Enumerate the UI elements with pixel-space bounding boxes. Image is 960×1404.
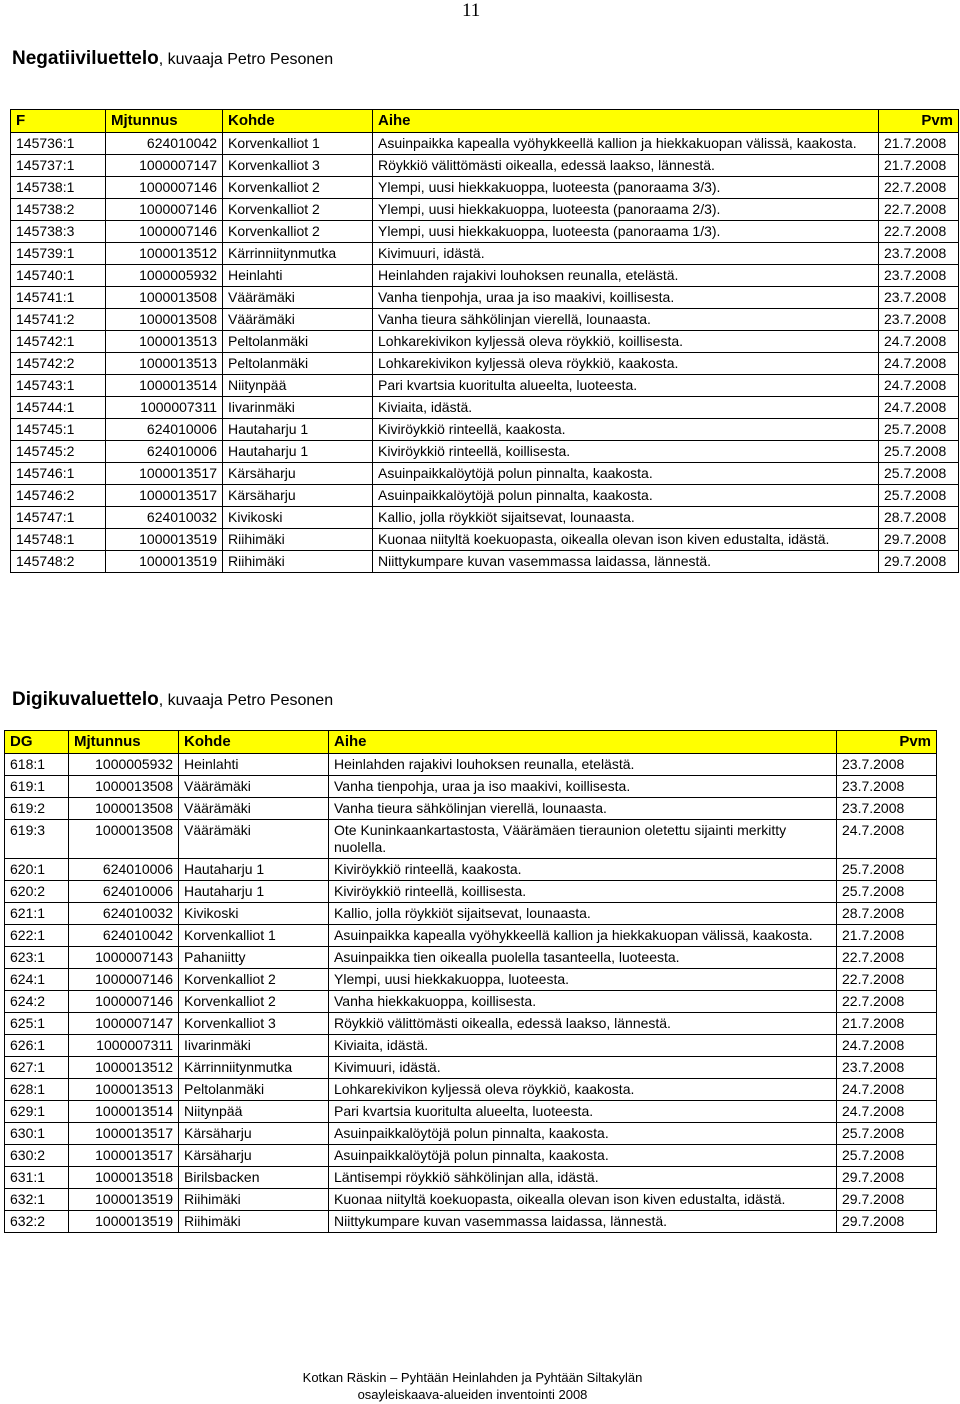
header-kohde: Kohde bbox=[223, 110, 373, 133]
header-aihe: Aihe bbox=[329, 731, 837, 754]
cell-id: 145736:1 bbox=[11, 133, 106, 155]
cell-aihe: Kuonaa niityltä koekuopasta, oikealla olevan ison kiven edustalta, idästä. bbox=[373, 529, 879, 551]
cell-kohde: Kärsäharju bbox=[179, 1145, 329, 1167]
cell-aihe: Kiviröykkiö rinteellä, kaakosta. bbox=[373, 419, 879, 441]
cell-mjtunnus: 1000007147 bbox=[69, 1013, 179, 1035]
cell-mjtunnus: 1000013514 bbox=[69, 1101, 179, 1123]
cell-kohde: Niitynpää bbox=[223, 375, 373, 397]
cell-aihe: Vanha tienpohja, uraa ja iso maakivi, koillisesta. bbox=[373, 287, 879, 309]
cell-aihe: Kivimuuri, idästä. bbox=[373, 243, 879, 265]
cell-pvm: 29.7.2008 bbox=[879, 529, 959, 551]
cell-id: 145742:2 bbox=[11, 353, 106, 375]
table-row bbox=[5, 1079, 937, 1101]
cell-kohde: Iivarinmäki bbox=[223, 397, 373, 419]
cell-pvm: 23.7.2008 bbox=[837, 754, 937, 776]
cell-mjtunnus: 624010006 bbox=[106, 441, 223, 463]
cell-aihe: Kiviröykkiö rinteellä, koillisesta. bbox=[373, 441, 879, 463]
cell-aihe: Asuinpaikkalöytöjä polun pinnalta, kaakosta. bbox=[373, 463, 879, 485]
cell-aihe: Röykkiö välittömästi oikealla, edessä laakso, lännestä. bbox=[329, 1013, 837, 1035]
cell-mjtunnus: 1000013517 bbox=[69, 1145, 179, 1167]
cell-aihe: Vanha tieura sähkölinjan vierellä, lounaasta. bbox=[329, 798, 837, 820]
cell-id: 145745:2 bbox=[11, 441, 106, 463]
cell-kohde: Korvenkalliot 1 bbox=[223, 133, 373, 155]
cell-id: 622:1 bbox=[5, 925, 69, 947]
cell-pvm: 25.7.2008 bbox=[879, 441, 959, 463]
table-row bbox=[5, 1013, 937, 1035]
cell-kohde: Hautaharju 1 bbox=[223, 419, 373, 441]
cell-pvm: 29.7.2008 bbox=[837, 1167, 937, 1189]
cell-pvm: 25.7.2008 bbox=[879, 419, 959, 441]
table-row bbox=[11, 353, 959, 375]
digital-title-rest: , kuvaaja Petro Pesonen bbox=[158, 692, 334, 709]
cell-mjtunnus: 1000013508 bbox=[106, 309, 223, 331]
table-row bbox=[11, 331, 959, 353]
cell-kohde: Pahaniitty bbox=[179, 947, 329, 969]
cell-mjtunnus: 1000013519 bbox=[106, 551, 223, 573]
digital-header-row bbox=[5, 731, 937, 754]
cell-pvm: 23.7.2008 bbox=[879, 287, 959, 309]
cell-aihe: Asuinpaikka kapealla vyöhykkeellä kallion ja hiekkakuopan välissä, kaakosta. bbox=[373, 133, 879, 155]
cell-mjtunnus: 1000013517 bbox=[69, 1123, 179, 1145]
cell-aihe: Kiviaita, idästä. bbox=[373, 397, 879, 419]
negatives-title-rest: , kuvaaja Petro Pesonen bbox=[158, 51, 334, 68]
cell-pvm: 23.7.2008 bbox=[879, 265, 959, 287]
negatives-section-title bbox=[12, 48, 333, 70]
table-row bbox=[5, 903, 937, 925]
cell-mjtunnus: 1000007146 bbox=[106, 177, 223, 199]
cell-kohde: Peltolanmäki bbox=[223, 331, 373, 353]
table-row bbox=[11, 375, 959, 397]
cell-pvm: 21.7.2008 bbox=[879, 133, 959, 155]
cell-pvm: 22.7.2008 bbox=[837, 969, 937, 991]
table-row bbox=[11, 243, 959, 265]
cell-id: 145741:2 bbox=[11, 309, 106, 331]
cell-mjtunnus: 1000013513 bbox=[69, 1079, 179, 1101]
cell-pvm: 24.7.2008 bbox=[837, 820, 937, 859]
page-number: 11 bbox=[462, 0, 481, 21]
cell-mjtunnus: 624010032 bbox=[69, 903, 179, 925]
cell-pvm: 23.7.2008 bbox=[879, 243, 959, 265]
cell-mjtunnus: 1000013508 bbox=[69, 820, 179, 859]
table-row bbox=[11, 529, 959, 551]
table-row bbox=[11, 419, 959, 441]
header-pvm: Pvm bbox=[837, 731, 937, 754]
header-pvm: Pvm bbox=[879, 110, 959, 133]
cell-mjtunnus: 1000007147 bbox=[106, 155, 223, 177]
cell-kohde: Väärämäki bbox=[223, 287, 373, 309]
cell-kohde: Korvenkalliot 3 bbox=[223, 155, 373, 177]
cell-mjtunnus: 1000007143 bbox=[69, 947, 179, 969]
cell-aihe: Vanha tienpohja, uraa ja iso maakivi, koillisesta. bbox=[329, 776, 837, 798]
cell-id: 623:1 bbox=[5, 947, 69, 969]
cell-kohde: Väärämäki bbox=[179, 798, 329, 820]
table-row bbox=[5, 991, 937, 1013]
table-row bbox=[5, 1101, 937, 1123]
table-row bbox=[5, 1189, 937, 1211]
table-row bbox=[11, 133, 959, 155]
cell-id: 619:3 bbox=[5, 820, 69, 859]
cell-kohde: Riihimäki bbox=[179, 1211, 329, 1233]
cell-aihe: Kivimuuri, idästä. bbox=[329, 1057, 837, 1079]
cell-id: 618:1 bbox=[5, 754, 69, 776]
table-row bbox=[5, 820, 937, 859]
cell-kohde: Väärämäki bbox=[179, 776, 329, 798]
cell-pvm: 22.7.2008 bbox=[879, 221, 959, 243]
cell-pvm: 23.7.2008 bbox=[879, 309, 959, 331]
cell-mjtunnus: 1000013514 bbox=[106, 375, 223, 397]
cell-aihe: Asuinpaikkalöytöjä polun pinnalta, kaakosta. bbox=[329, 1123, 837, 1145]
cell-aihe: Kallio, jolla röykkiöt sijaitsevat, lounaasta. bbox=[373, 507, 879, 529]
cell-pvm: 21.7.2008 bbox=[837, 1013, 937, 1035]
footer-line-2: osayleiskaava-alueiden inventointi 2008 bbox=[357, 1387, 588, 1402]
table-row bbox=[11, 463, 959, 485]
table-row bbox=[5, 969, 937, 991]
cell-pvm: 25.7.2008 bbox=[879, 463, 959, 485]
cell-pvm: 24.7.2008 bbox=[879, 331, 959, 353]
table-row bbox=[11, 309, 959, 331]
cell-pvm: 23.7.2008 bbox=[837, 1057, 937, 1079]
cell-mjtunnus: 1000007146 bbox=[106, 199, 223, 221]
digital-table bbox=[4, 730, 937, 1233]
cell-mjtunnus: 1000013519 bbox=[69, 1189, 179, 1211]
cell-aihe: Niittykumpare kuvan vasemmassa laidassa, lännestä. bbox=[329, 1211, 837, 1233]
cell-kohde: Heinlahti bbox=[223, 265, 373, 287]
cell-kohde: Hautaharju 1 bbox=[223, 441, 373, 463]
cell-pvm: 29.7.2008 bbox=[837, 1211, 937, 1233]
cell-pvm: 28.7.2008 bbox=[879, 507, 959, 529]
cell-aihe: Lohkarekivikon kyljessä oleva röykkiö, kaakosta. bbox=[373, 353, 879, 375]
cell-pvm: 25.7.2008 bbox=[837, 1145, 937, 1167]
cell-mjtunnus: 1000013519 bbox=[69, 1211, 179, 1233]
cell-kohde: Kärsäharju bbox=[223, 485, 373, 507]
header-f: F bbox=[11, 110, 106, 133]
cell-pvm: 24.7.2008 bbox=[879, 397, 959, 419]
cell-pvm: 24.7.2008 bbox=[837, 1101, 937, 1123]
table-row bbox=[5, 1123, 937, 1145]
negatives-header-row bbox=[11, 110, 959, 133]
cell-aihe: Vanha tieura sähkölinjan vierellä, lounaasta. bbox=[373, 309, 879, 331]
cell-id: 624:1 bbox=[5, 969, 69, 991]
cell-id: 145747:1 bbox=[11, 507, 106, 529]
cell-pvm: 22.7.2008 bbox=[879, 177, 959, 199]
cell-aihe: Asuinpaikka kapealla vyöhykkeellä kallion ja hiekkakuopan välissä, kaakosta. bbox=[329, 925, 837, 947]
table-row bbox=[5, 798, 937, 820]
cell-kohde: Peltolanmäki bbox=[179, 1079, 329, 1101]
header-aihe: Aihe bbox=[373, 110, 879, 133]
table-row bbox=[11, 397, 959, 419]
cell-id: 626:1 bbox=[5, 1035, 69, 1057]
cell-kohde: Korvenkalliot 3 bbox=[179, 1013, 329, 1035]
cell-mjtunnus: 624010006 bbox=[106, 419, 223, 441]
cell-kohde: Kivikoski bbox=[179, 903, 329, 925]
cell-id: 632:2 bbox=[5, 1211, 69, 1233]
cell-mjtunnus: 1000013508 bbox=[69, 798, 179, 820]
cell-id: 145748:1 bbox=[11, 529, 106, 551]
cell-id: 145739:1 bbox=[11, 243, 106, 265]
cell-aihe: Ylempi, uusi hiekkakuoppa, luoteesta (panoraama 2/3). bbox=[373, 199, 879, 221]
cell-mjtunnus: 1000007311 bbox=[69, 1035, 179, 1057]
table-row bbox=[5, 1167, 937, 1189]
cell-id: 145738:1 bbox=[11, 177, 106, 199]
cell-mjtunnus: 624010042 bbox=[106, 133, 223, 155]
cell-pvm: 22.7.2008 bbox=[837, 947, 937, 969]
cell-id: 145738:3 bbox=[11, 221, 106, 243]
cell-id: 145744:1 bbox=[11, 397, 106, 419]
cell-mjtunnus: 1000013518 bbox=[69, 1167, 179, 1189]
table-row bbox=[5, 925, 937, 947]
cell-pvm: 23.7.2008 bbox=[837, 776, 937, 798]
cell-kohde: Korvenkalliot 2 bbox=[179, 991, 329, 1013]
cell-kohde: Birilsbacken bbox=[179, 1167, 329, 1189]
cell-mjtunnus: 1000013512 bbox=[69, 1057, 179, 1079]
cell-pvm: 22.7.2008 bbox=[837, 991, 937, 1013]
table-row bbox=[5, 754, 937, 776]
cell-mjtunnus: 624010032 bbox=[106, 507, 223, 529]
cell-aihe: Asuinpaikkalöytöjä polun pinnalta, kaakosta. bbox=[329, 1145, 837, 1167]
cell-kohde: Niitynpää bbox=[179, 1101, 329, 1123]
cell-kohde: Väärämäki bbox=[179, 820, 329, 859]
cell-id: 145745:1 bbox=[11, 419, 106, 441]
cell-mjtunnus: 1000007146 bbox=[106, 221, 223, 243]
cell-aihe: Läntisempi röykkiö sähkölinjan alla, idästä. bbox=[329, 1167, 837, 1189]
cell-id: 619:1 bbox=[5, 776, 69, 798]
table-row bbox=[11, 199, 959, 221]
cell-kohde: Riihimäki bbox=[223, 551, 373, 573]
cell-kohde: Kärsäharju bbox=[179, 1123, 329, 1145]
cell-pvm: 25.7.2008 bbox=[879, 485, 959, 507]
cell-aihe: Lohkarekivikon kyljessä oleva röykkiö, koillisesta. bbox=[373, 331, 879, 353]
cell-id: 145748:2 bbox=[11, 551, 106, 573]
footer-line-1: Kotkan Räskin – Pyhtään Heinlahden ja Pyhtään Siltakylän bbox=[302, 1370, 643, 1385]
cell-mjtunnus: 1000013519 bbox=[106, 529, 223, 551]
cell-mjtunnus: 1000013513 bbox=[106, 331, 223, 353]
cell-kohde: Heinlahti bbox=[179, 754, 329, 776]
cell-mjtunnus: 1000013517 bbox=[106, 463, 223, 485]
cell-kohde: Korvenkalliot 2 bbox=[179, 969, 329, 991]
cell-id: 628:1 bbox=[5, 1079, 69, 1101]
cell-id: 627:1 bbox=[5, 1057, 69, 1079]
cell-id: 145741:1 bbox=[11, 287, 106, 309]
cell-mjtunnus: 1000013517 bbox=[106, 485, 223, 507]
cell-aihe: Kuonaa niityltä koekuopasta, oikealla olevan ison kiven edustalta, idästä. bbox=[329, 1189, 837, 1211]
cell-kohde: Väärämäki bbox=[223, 309, 373, 331]
cell-kohde: Peltolanmäki bbox=[223, 353, 373, 375]
cell-mjtunnus: 1000007146 bbox=[69, 991, 179, 1013]
cell-pvm: 24.7.2008 bbox=[837, 1079, 937, 1101]
cell-id: 632:1 bbox=[5, 1189, 69, 1211]
cell-aihe: Kiviröykkiö rinteellä, koillisesta. bbox=[329, 881, 837, 903]
cell-mjtunnus: 624010042 bbox=[69, 925, 179, 947]
cell-aihe: Kiviröykkiö rinteellä, kaakosta. bbox=[329, 859, 837, 881]
cell-pvm: 21.7.2008 bbox=[837, 925, 937, 947]
table-row bbox=[11, 221, 959, 243]
cell-id: 630:1 bbox=[5, 1123, 69, 1145]
cell-pvm: 29.7.2008 bbox=[837, 1189, 937, 1211]
cell-id: 620:1 bbox=[5, 859, 69, 881]
cell-aihe: Pari kvartsia kuoritulta alueelta, luoteesta. bbox=[329, 1101, 837, 1123]
cell-id: 145743:1 bbox=[11, 375, 106, 397]
cell-id: 145740:1 bbox=[11, 265, 106, 287]
cell-kohde: Riihimäki bbox=[223, 529, 373, 551]
cell-pvm: 21.7.2008 bbox=[879, 155, 959, 177]
cell-kohde: Kivikoski bbox=[223, 507, 373, 529]
cell-id: 145746:2 bbox=[11, 485, 106, 507]
table-row bbox=[11, 485, 959, 507]
cell-pvm: 25.7.2008 bbox=[837, 859, 937, 881]
cell-mjtunnus: 1000007146 bbox=[69, 969, 179, 991]
negatives-title-bold: Negatiiviluettelo bbox=[12, 48, 159, 69]
cell-aihe: Ylempi, uusi hiekkakuoppa, luoteesta. bbox=[329, 969, 837, 991]
cell-aihe: Ylempi, uusi hiekkakuoppa, luoteesta (panoraama 1/3). bbox=[373, 221, 879, 243]
cell-kohde: Korvenkalliot 2 bbox=[223, 177, 373, 199]
table-row bbox=[5, 947, 937, 969]
digital-title-bold: Digikuvaluettelo bbox=[12, 689, 159, 710]
cell-kohde: Korvenkalliot 1 bbox=[179, 925, 329, 947]
cell-pvm: 24.7.2008 bbox=[879, 353, 959, 375]
cell-kohde: Kärrinniitynmutka bbox=[179, 1057, 329, 1079]
table-row bbox=[5, 776, 937, 798]
cell-aihe: Asuinpaikkalöytöjä polun pinnalta, kaakosta. bbox=[373, 485, 879, 507]
table-row bbox=[5, 1145, 937, 1167]
cell-pvm: 22.7.2008 bbox=[879, 199, 959, 221]
cell-aihe: Vanha hiekkakuoppa, koillisesta. bbox=[329, 991, 837, 1013]
digital-section-title bbox=[12, 689, 333, 711]
table-row bbox=[11, 441, 959, 463]
cell-kohde: Korvenkalliot 2 bbox=[223, 221, 373, 243]
cell-id: 624:2 bbox=[5, 991, 69, 1013]
header-dg: DG bbox=[5, 731, 69, 754]
cell-id: 145738:2 bbox=[11, 199, 106, 221]
cell-aihe: Kiviaita, idästä. bbox=[329, 1035, 837, 1057]
cell-id: 619:2 bbox=[5, 798, 69, 820]
cell-aihe: Ote Kuninkaankartastosta, Väärämäen tieraunion oletettu sijainti merkitty nuolella. bbox=[329, 820, 837, 859]
cell-kohde: Korvenkalliot 2 bbox=[223, 199, 373, 221]
cell-id: 631:1 bbox=[5, 1167, 69, 1189]
cell-id: 630:2 bbox=[5, 1145, 69, 1167]
header-mjtunnus: Mjtunnus bbox=[106, 110, 223, 133]
table-row bbox=[5, 859, 937, 881]
table-row bbox=[11, 177, 959, 199]
cell-mjtunnus: 1000013512 bbox=[106, 243, 223, 265]
cell-kohde: Hautaharju 1 bbox=[179, 859, 329, 881]
table-row bbox=[5, 1211, 937, 1233]
cell-aihe: Niittykumpare kuvan vasemmassa laidassa, lännestä. bbox=[373, 551, 879, 573]
cell-mjtunnus: 1000005932 bbox=[106, 265, 223, 287]
cell-mjtunnus: 1000013508 bbox=[69, 776, 179, 798]
cell-pvm: 25.7.2008 bbox=[837, 881, 937, 903]
cell-aihe: Asuinpaikka tien oikealla puolella tasanteella, luoteesta. bbox=[329, 947, 837, 969]
negatives-table bbox=[10, 109, 959, 573]
cell-pvm: 29.7.2008 bbox=[879, 551, 959, 573]
header-mjtunnus: Mjtunnus bbox=[69, 731, 179, 754]
cell-mjtunnus: 624010006 bbox=[69, 859, 179, 881]
cell-kohde: Hautaharju 1 bbox=[179, 881, 329, 903]
cell-aihe: Röykkiö välittömästi oikealla, edessä laakso, lännestä. bbox=[373, 155, 879, 177]
table-row bbox=[11, 551, 959, 573]
cell-id: 625:1 bbox=[5, 1013, 69, 1035]
table-row bbox=[11, 265, 959, 287]
cell-mjtunnus: 1000013513 bbox=[106, 353, 223, 375]
cell-aihe: Lohkarekivikon kyljessä oleva röykkiö, kaakosta. bbox=[329, 1079, 837, 1101]
cell-aihe: Ylempi, uusi hiekkakuoppa, luoteesta (panoraama 3/3). bbox=[373, 177, 879, 199]
table-row bbox=[5, 881, 937, 903]
cell-pvm: 24.7.2008 bbox=[879, 375, 959, 397]
cell-kohde: Riihimäki bbox=[179, 1189, 329, 1211]
cell-kohde: Kärsäharju bbox=[223, 463, 373, 485]
table-row bbox=[5, 1057, 937, 1079]
cell-id: 145746:1 bbox=[11, 463, 106, 485]
cell-id: 629:1 bbox=[5, 1101, 69, 1123]
cell-pvm: 25.7.2008 bbox=[837, 1123, 937, 1145]
cell-mjtunnus: 1000005932 bbox=[69, 754, 179, 776]
table-row bbox=[11, 507, 959, 529]
cell-id: 145737:1 bbox=[11, 155, 106, 177]
cell-id: 621:1 bbox=[5, 903, 69, 925]
cell-pvm: 28.7.2008 bbox=[837, 903, 937, 925]
cell-aihe: Kallio, jolla röykkiöt sijaitsevat, lounaasta. bbox=[329, 903, 837, 925]
footer bbox=[0, 1369, 945, 1403]
cell-aihe: Heinlahden rajakivi louhoksen reunalla, etelästä. bbox=[373, 265, 879, 287]
cell-id: 145742:1 bbox=[11, 331, 106, 353]
cell-pvm: 24.7.2008 bbox=[837, 1035, 937, 1057]
cell-kohde: Iivarinmäki bbox=[179, 1035, 329, 1057]
cell-aihe: Heinlahden rajakivi louhoksen reunalla, etelästä. bbox=[329, 754, 837, 776]
cell-pvm: 23.7.2008 bbox=[837, 798, 937, 820]
table-row bbox=[11, 155, 959, 177]
cell-kohde: Kärrinniitynmutka bbox=[223, 243, 373, 265]
cell-mjtunnus: 1000013508 bbox=[106, 287, 223, 309]
cell-aihe: Pari kvartsia kuoritulta alueelta, luoteesta. bbox=[373, 375, 879, 397]
table-row bbox=[11, 287, 959, 309]
table-row bbox=[5, 1035, 937, 1057]
cell-id: 620:2 bbox=[5, 881, 69, 903]
header-kohde: Kohde bbox=[179, 731, 329, 754]
cell-mjtunnus: 624010006 bbox=[69, 881, 179, 903]
cell-mjtunnus: 1000007311 bbox=[106, 397, 223, 419]
